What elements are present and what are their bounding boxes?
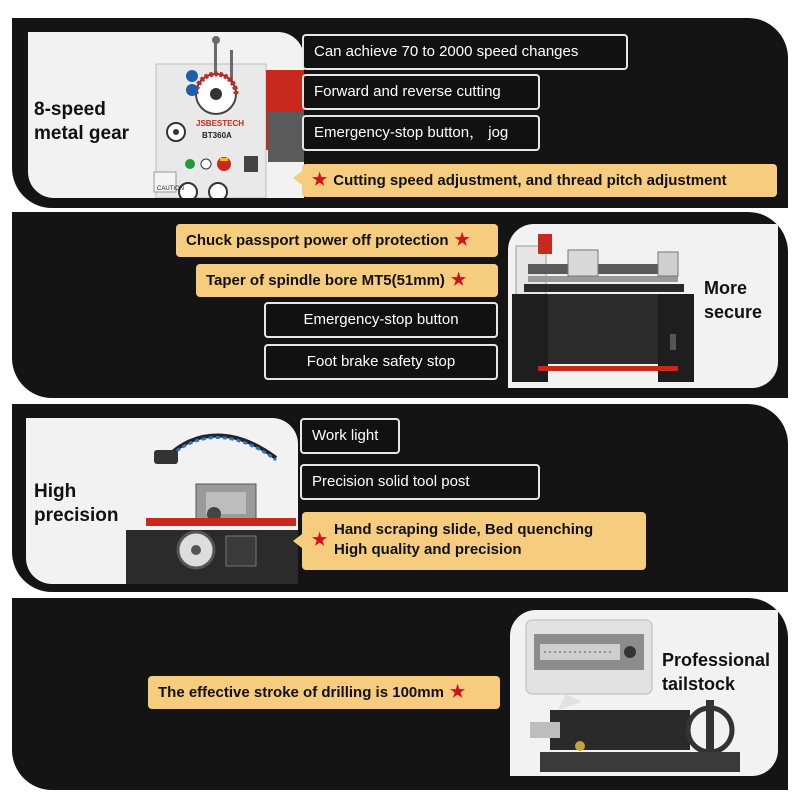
tag-emergency-jog: Emergency-stop button， jog — [302, 115, 540, 151]
caution-label: CAUTION — [157, 186, 184, 192]
tool-post-image — [126, 418, 298, 584]
highlight-scraping-quenching — [302, 512, 646, 570]
section-safety — [12, 212, 788, 398]
tag-emergency-stop: Emergency-stop button — [264, 302, 498, 338]
tag-forward-reverse: Forward and reverse cutting — [302, 74, 540, 110]
section-title: 8-speed metal gear — [34, 99, 130, 144]
star-icon: ★ — [449, 682, 466, 701]
highlight-spindle-taper — [196, 264, 498, 297]
star-icon: ★ — [450, 270, 467, 289]
star-icon: ★ — [312, 530, 328, 549]
star-icon: ★ — [454, 230, 470, 249]
model-text: BT360A — [202, 131, 232, 140]
highlight-pointer — [293, 534, 302, 548]
section-title: High precision — [34, 481, 119, 526]
highlight-text: Cutting speed adjustment, and thread pitch adjustment — [333, 172, 727, 189]
headstock-card — [28, 32, 304, 198]
section-speed-gear — [12, 18, 788, 208]
highlight-chuck-protection — [176, 224, 498, 257]
headstock-panel-image — [144, 32, 304, 198]
highlight-speed-pitch — [302, 164, 777, 197]
tag-foot-brake: Foot brake safety stop — [264, 344, 498, 380]
lathe-card — [508, 224, 778, 388]
brand-text: JSBESTECH — [196, 119, 245, 128]
highlight-text: Chuck passport power off protection — [186, 232, 449, 249]
lathe-machine-image — [508, 224, 698, 388]
section-title: More secure — [704, 278, 763, 322]
star-icon: ★ — [312, 170, 328, 189]
tailstock-card — [510, 610, 778, 776]
section-title: Professional tailstock — [662, 650, 771, 694]
highlight-text: Taper of spindle bore MT5(51mm) — [206, 272, 445, 289]
tag-tool-post: Precision solid tool post — [300, 464, 540, 500]
highlight-text: The effective stroke of drilling is 100mm — [158, 684, 444, 701]
section-precision — [12, 404, 788, 592]
section-tailstock — [12, 598, 788, 790]
tool-post-card — [26, 418, 298, 584]
tag-work-light: Work light — [300, 418, 400, 454]
highlight-pointer — [293, 171, 302, 185]
tag-speed-changes: Can achieve 70 to 2000 speed changes — [302, 34, 628, 70]
highlight-line-2: High quality and precision — [334, 541, 522, 558]
highlight-drilling-stroke — [148, 676, 500, 709]
highlight-line-1: Hand scraping slide, Bed quenching — [334, 521, 594, 538]
